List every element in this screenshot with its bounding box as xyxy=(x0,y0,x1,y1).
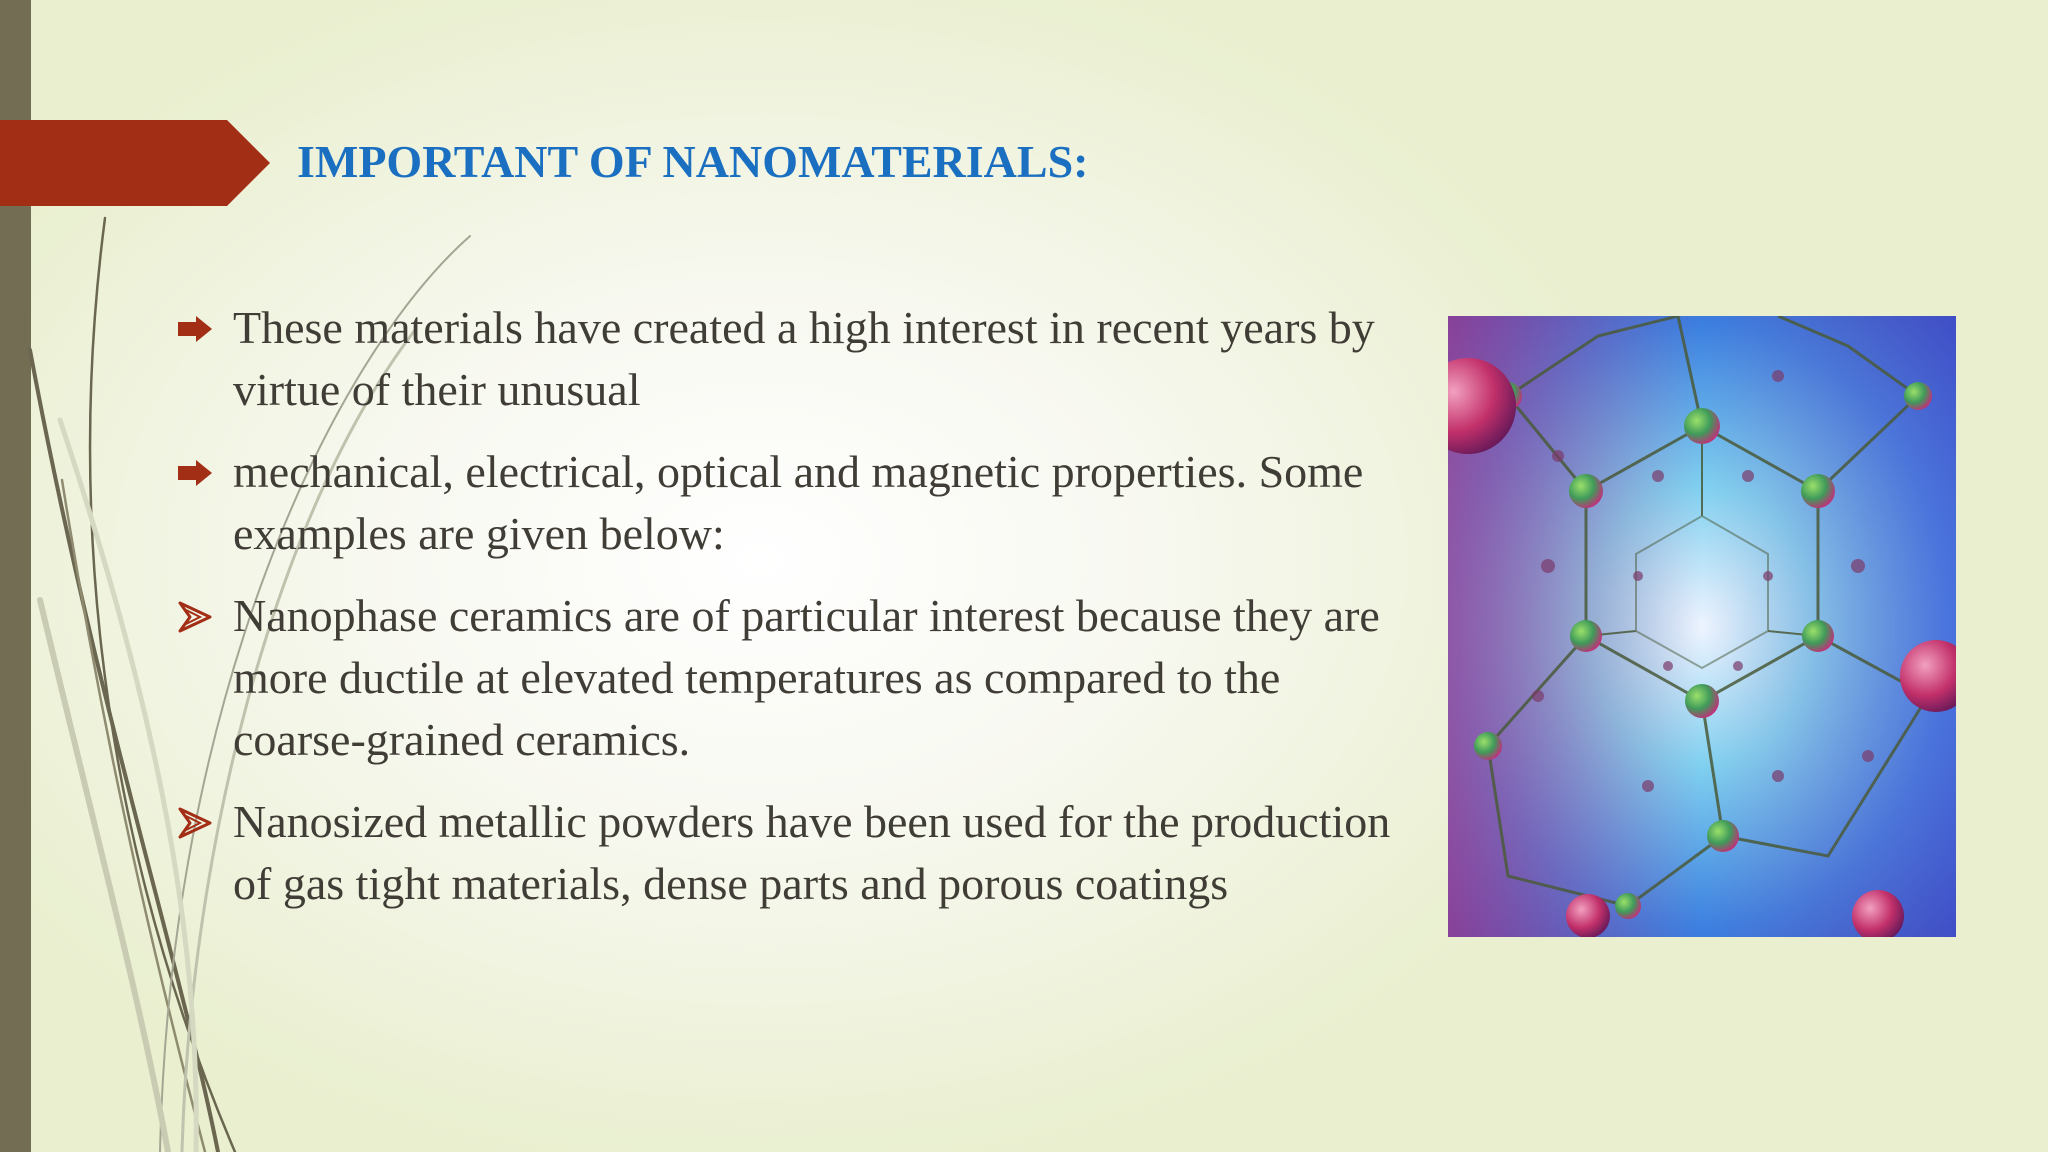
bullet-text: Nanophase ceramics are of particular interest because they are more ductile at elevated temperatures as compared to the coarse-grained ceramics. xyxy=(233,590,1380,765)
arrow-bullet-icon xyxy=(176,312,214,346)
bullet-list xyxy=(176,297,1416,935)
slide-title: IMPORTANT OF NANOMATERIALS: xyxy=(297,136,1089,187)
bullet-text: These materials have created a high interest in recent years by virtue of their unusual xyxy=(233,302,1375,415)
bullet-text: mechanical, electrical, optical and magnetic properties. Some examples are given below: xyxy=(233,446,1364,559)
title-arrow-banner xyxy=(0,120,270,206)
molecular-lattice-image xyxy=(1448,316,1956,937)
bullet-item xyxy=(176,297,1416,421)
arrow-bullet-icon xyxy=(176,456,214,490)
bullet-item xyxy=(176,791,1416,915)
chevron-arrow-bullet-icon xyxy=(176,600,214,634)
bullet-text: Nanosized metallic powders have been used for the production of gas tight materials, dense parts and porous coatings xyxy=(233,796,1391,909)
bullet-item xyxy=(176,441,1416,565)
bullet-item xyxy=(176,585,1416,771)
chevron-arrow-bullet-icon xyxy=(176,806,214,840)
